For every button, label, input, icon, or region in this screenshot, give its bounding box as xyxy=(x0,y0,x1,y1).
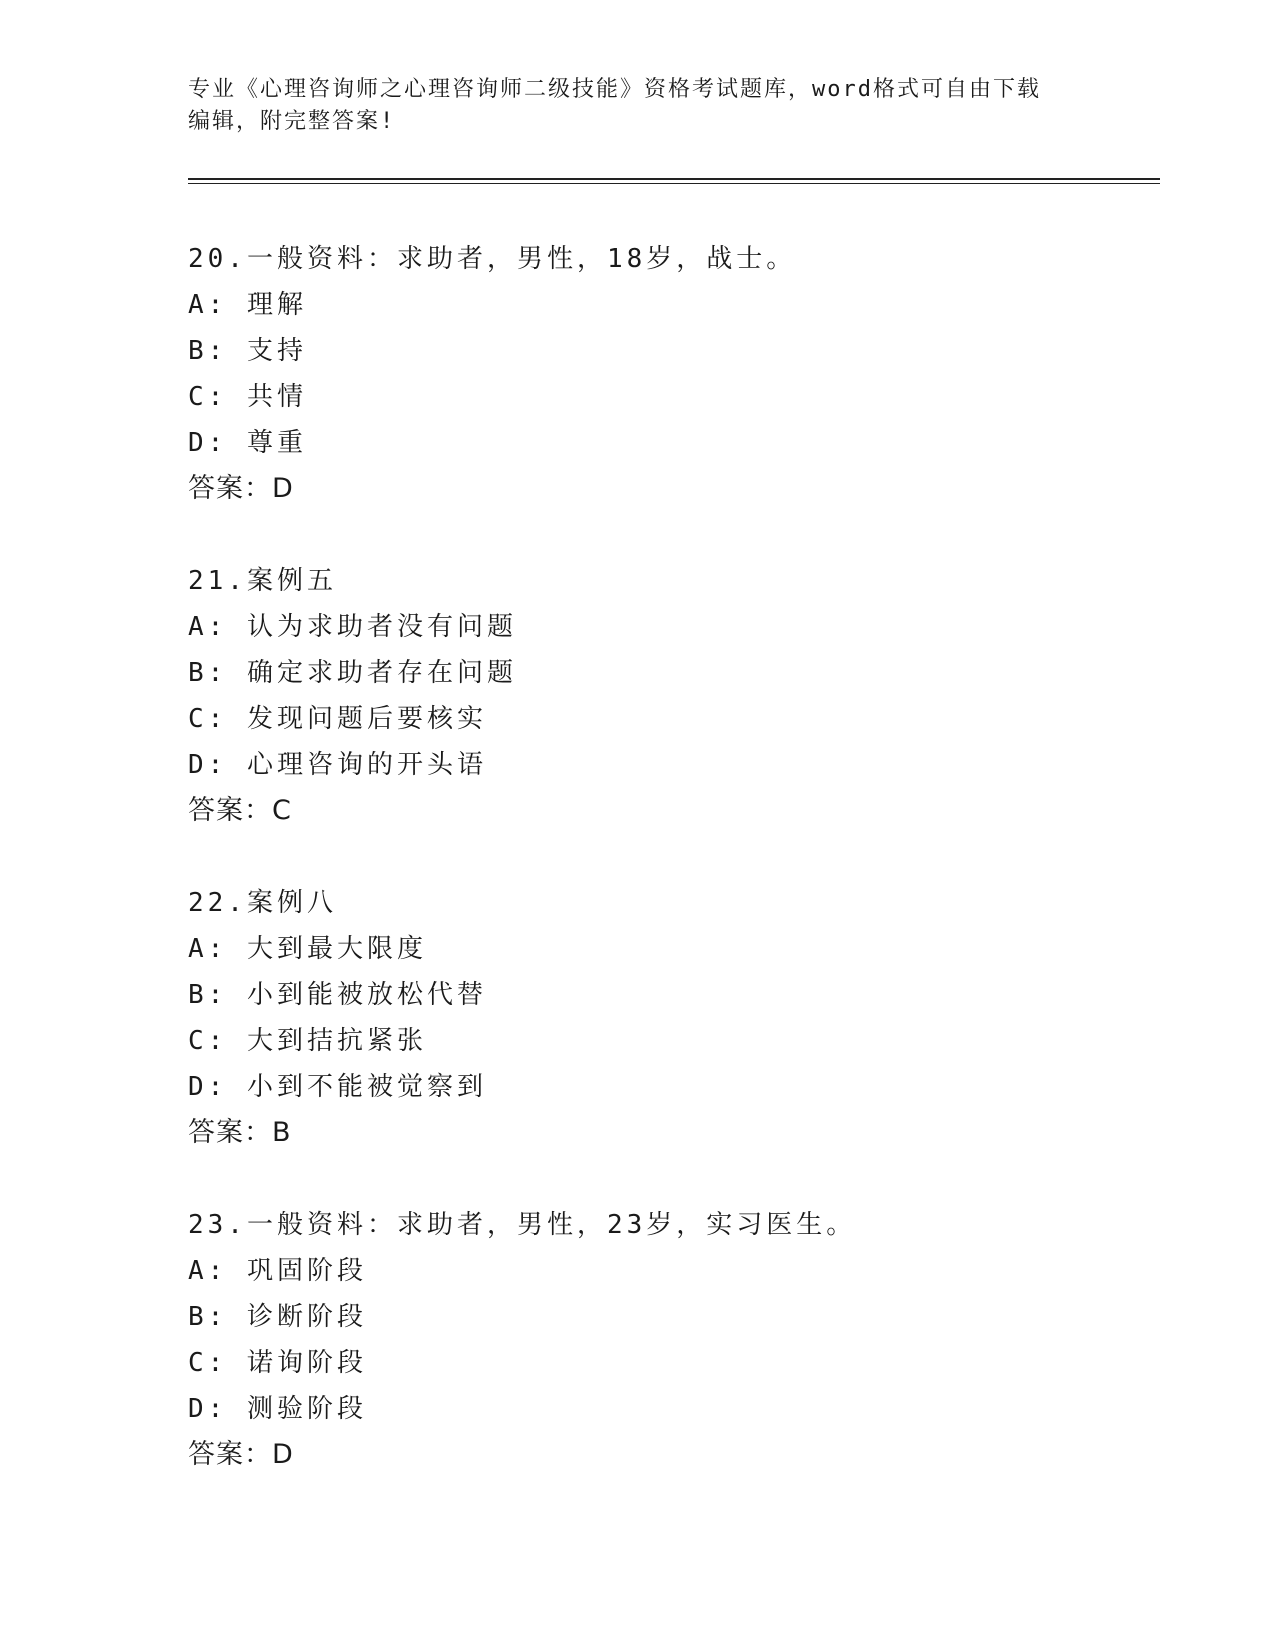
header-line-1: 专业《心理咨询师之心理咨询师二级技能》资格考试题库，word格式可自由下载 xyxy=(188,77,1041,102)
answer-line: 答案：B xyxy=(188,1117,292,1148)
option-a: A: 巩固阶段 xyxy=(188,1256,367,1286)
header-line-2: 编辑，附完整答案! xyxy=(188,109,396,134)
option-a: A: 大到最大限度 xyxy=(188,934,427,964)
question-stem: 23.一般资料：求助者，男性，23岁，实习医生。 xyxy=(188,1210,857,1240)
question-stem: 22.案例八 xyxy=(188,888,337,918)
option-c: C: 发现问题后要核实 xyxy=(188,704,487,734)
option-d: D: 小到不能被觉察到 xyxy=(188,1072,487,1102)
question-23 xyxy=(188,1202,1160,1478)
option-a: A: 理解 xyxy=(188,290,307,320)
option-d: D: 尊重 xyxy=(188,428,307,458)
header-divider-thin xyxy=(188,183,1160,184)
question-20 xyxy=(188,236,1160,512)
option-c: C: 共情 xyxy=(188,382,307,412)
option-d: D: 测验阶段 xyxy=(188,1394,367,1424)
question-list xyxy=(188,236,1160,1524)
answer-line: 答案：D xyxy=(188,473,294,504)
question-stem: 21.案例五 xyxy=(188,566,337,596)
question-stem: 20.一般资料：求助者，男性，18岁，战士。 xyxy=(188,244,797,274)
answer-line: 答案：C xyxy=(188,795,292,826)
option-b: B: 小到能被放松代替 xyxy=(188,980,487,1010)
option-c: C: 大到拮抗紧张 xyxy=(188,1026,427,1056)
option-c: C: 诺询阶段 xyxy=(188,1348,367,1378)
answer-line: 答案：D xyxy=(188,1439,294,1470)
header-divider-thick xyxy=(188,178,1160,180)
option-b: B: 支持 xyxy=(188,336,307,366)
question-22 xyxy=(188,880,1160,1156)
option-a: A: 认为求助者没有问题 xyxy=(188,612,517,642)
document-header xyxy=(188,74,1068,138)
option-d: D: 心理咨询的开头语 xyxy=(188,750,487,780)
question-21 xyxy=(188,558,1160,834)
option-b: B: 确定求助者存在问题 xyxy=(188,658,517,688)
option-b: B: 诊断阶段 xyxy=(188,1302,367,1332)
